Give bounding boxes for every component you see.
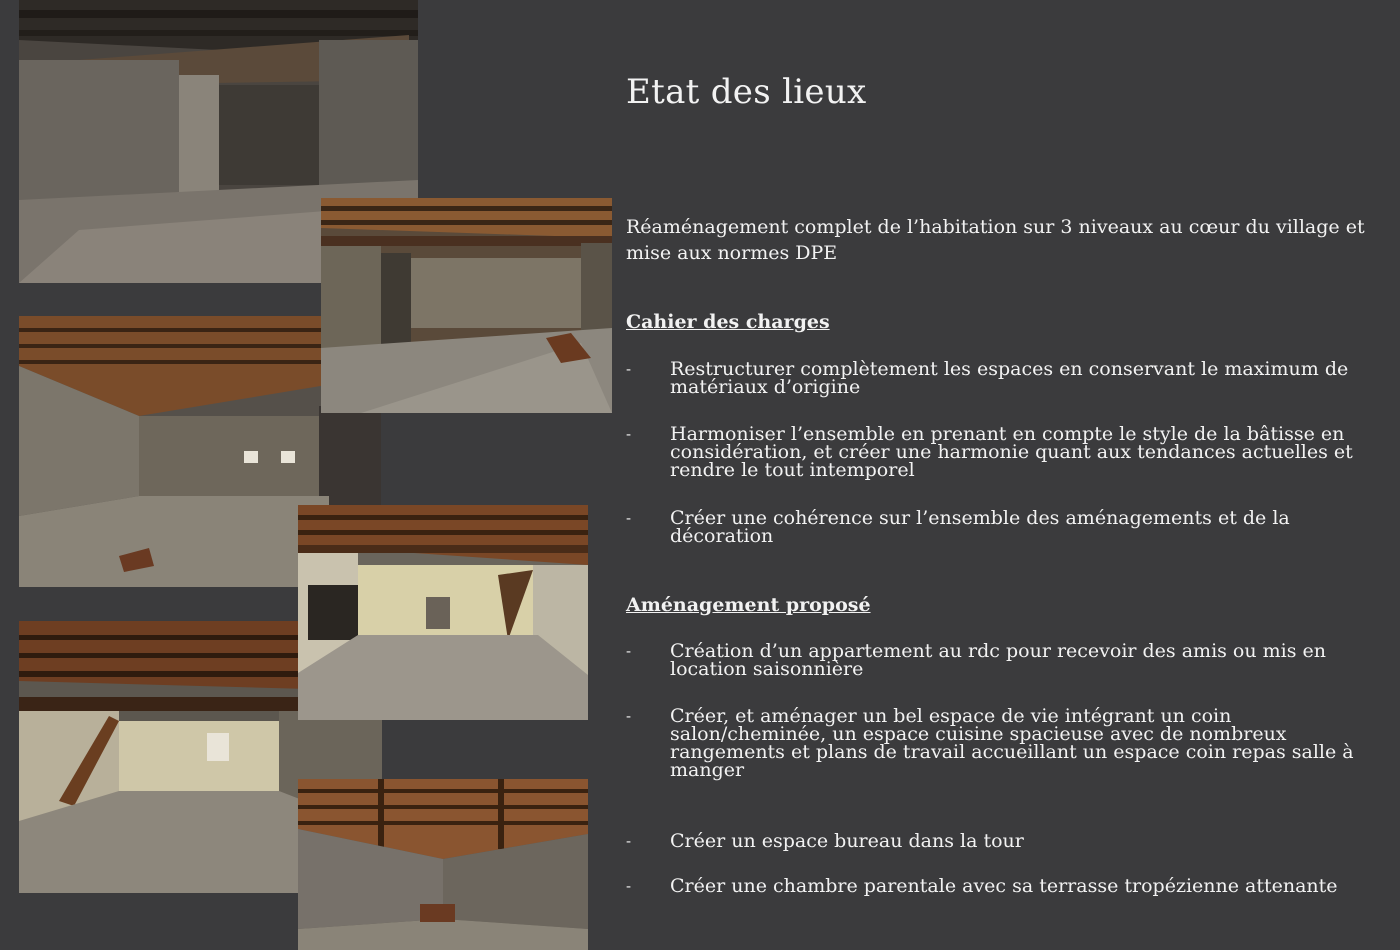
- cahier-item-text: Restructurer complètement les espaces en conservant le maximum de matériaux d’origine: [670, 358, 1349, 398]
- amenagement-item: [626, 642, 1376, 678]
- amenagement-item-text: Créer une chambre parentale avec sa terrasse tropézienne attenante: [670, 875, 1338, 897]
- cahier-item: [626, 425, 1376, 479]
- photo-top-floor-room: [298, 779, 588, 950]
- amenagement-item-text: Création d’un appartement au rdc pour recevoir des amis ou mis en location saisonnière: [670, 640, 1327, 680]
- bullet-dash: -: [626, 642, 632, 660]
- cahier-item-text: Créer une cohérence sur l’ensemble des aménagements et de la décoration: [670, 507, 1290, 547]
- page-title: Etat des lieux: [626, 72, 867, 112]
- cahier-heading: Cahier des charges: [626, 311, 830, 333]
- amenagement-item-text: Créer, et aménager un bel espace de vie intégrant un coin salon/cheminée, un espace cuisine spacieuse avec de nombreux rangements et plans de travail accueillant un espace coin repas salle à manger: [670, 705, 1354, 781]
- photo-fireplace-room: [298, 505, 588, 720]
- cahier-item: [626, 360, 1376, 396]
- amenagement-item: [626, 707, 1376, 779]
- bullet-dash: -: [626, 707, 632, 725]
- bullet-dash: -: [626, 877, 632, 895]
- cahier-item-text: Harmoniser l’ensemble en prenant en compte le style de la bâtisse en considération, et créer une harmonie quant aux tendances actuelles et rendre le tout intemporel: [670, 423, 1353, 481]
- bullet-dash: -: [626, 425, 632, 443]
- amenagement-item: [626, 832, 1376, 850]
- bullet-dash: -: [626, 832, 632, 850]
- amenagement-item: [626, 877, 1376, 895]
- bullet-dash: -: [626, 360, 632, 378]
- cahier-item: [626, 509, 1376, 545]
- amenagement-item-text: Créer un espace bureau dans la tour: [670, 830, 1024, 852]
- bullet-dash: -: [626, 509, 632, 527]
- photo-attic-room: [321, 198, 612, 413]
- amenagement-heading: Aménagement proposé: [626, 594, 871, 616]
- intro-paragraph: Réaménagement complet de l’habitation sur 3 niveaux au cœur du village et mise aux normes DPE: [626, 216, 1365, 264]
